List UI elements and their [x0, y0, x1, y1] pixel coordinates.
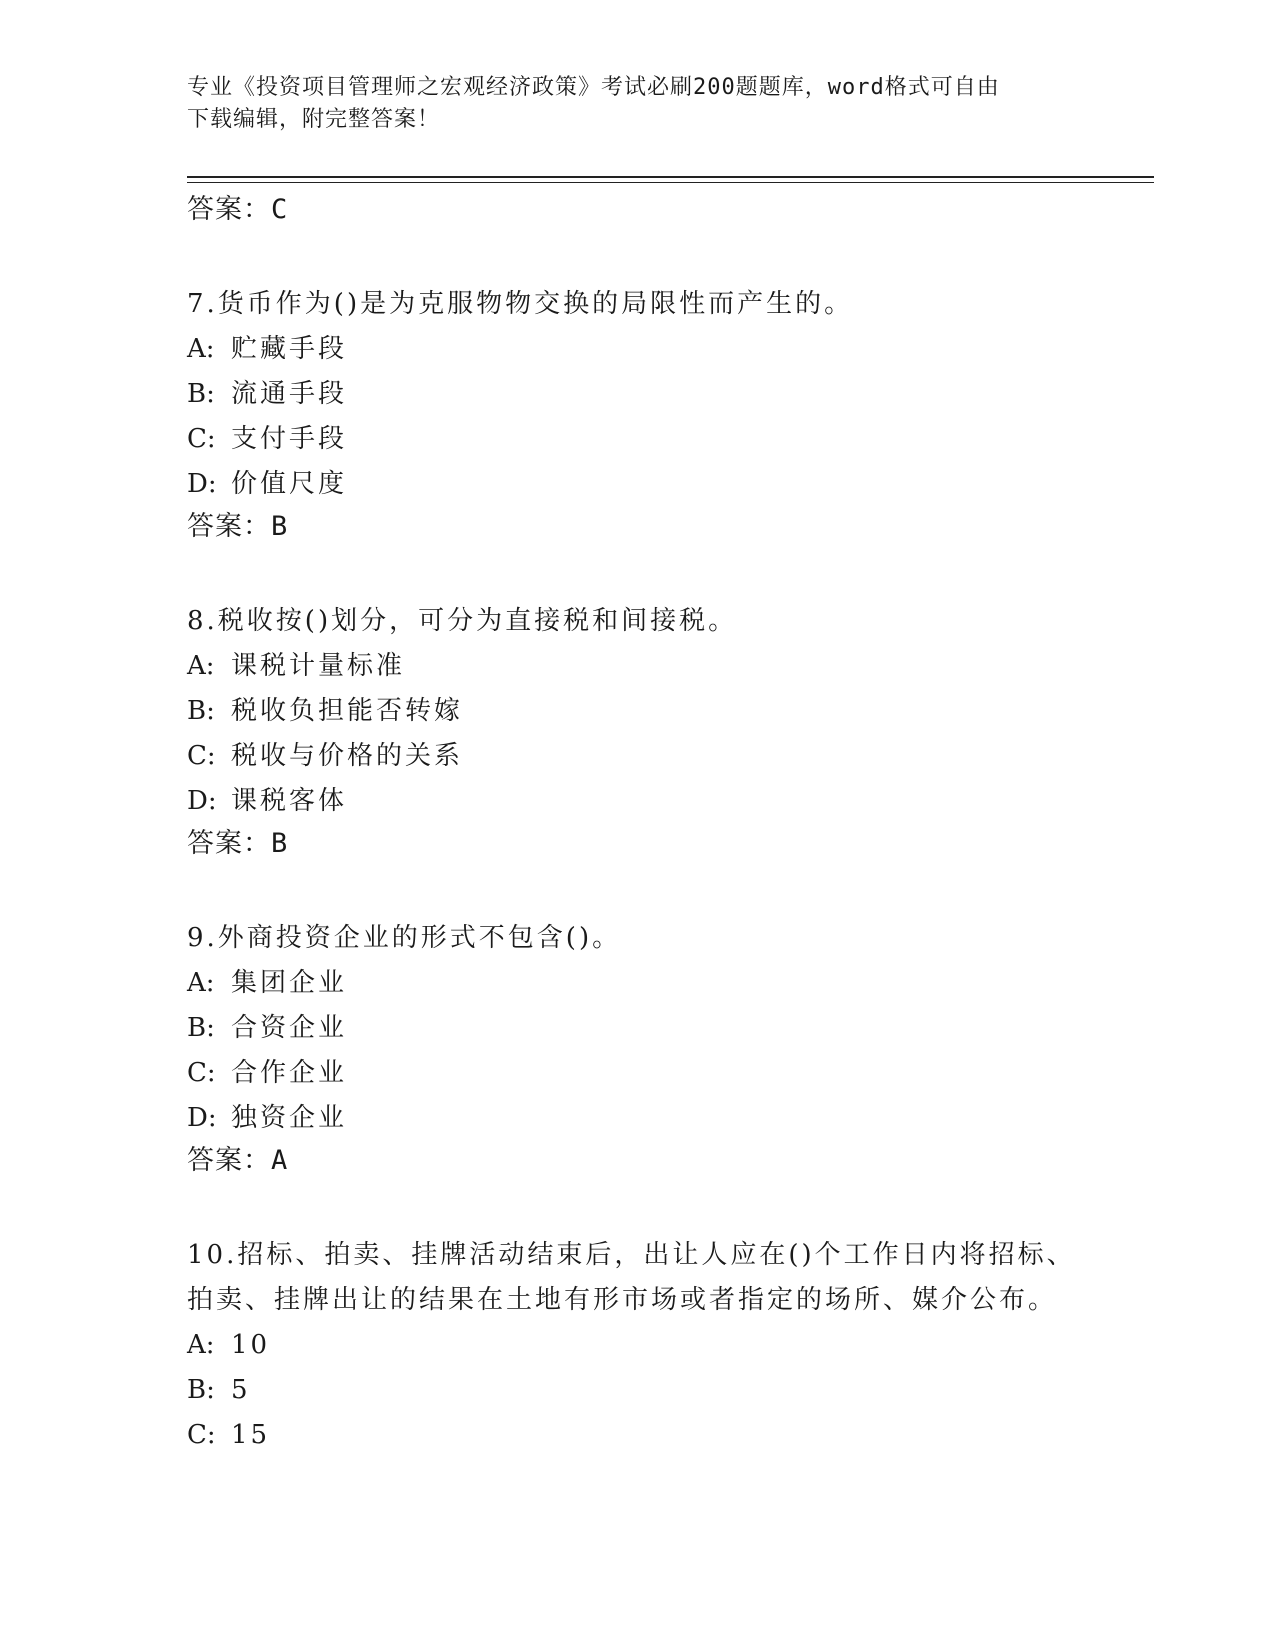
option-key: A:: [187, 334, 215, 364]
option-key: D:: [187, 1103, 217, 1133]
header-line-1: 专业《投资项目管理师之宏观经济政策》考试必刷200题题库，word格式可自由: [187, 75, 1000, 100]
option-b: [187, 689, 1087, 734]
option-d: [187, 779, 1087, 824]
option-text: 10: [231, 1330, 271, 1360]
option-key: C:: [187, 1420, 216, 1450]
answer-value: C: [271, 194, 289, 225]
answer-label: 答案：: [187, 1145, 271, 1176]
question-text-line-2: 拍卖、挂牌出让的结果在土地有形市场或者指定的场所、媒介公布。: [187, 1285, 1058, 1315]
answer-value: B: [271, 828, 289, 859]
option-text: 流通手段: [231, 379, 348, 409]
option-text: 15: [231, 1420, 271, 1450]
option-text: 独资企业: [231, 1103, 348, 1133]
option-key: A:: [187, 651, 215, 681]
option-text: 5: [231, 1375, 251, 1405]
option-key: B:: [187, 379, 215, 409]
answer-label: 答案：: [187, 511, 271, 542]
option-key: D:: [187, 469, 217, 499]
option-b: [187, 1368, 1087, 1413]
option-b: [187, 372, 1087, 417]
option-text: 课税客体: [231, 786, 348, 816]
answer-line: [187, 507, 1087, 547]
option-key: C:: [187, 424, 216, 454]
answer-line: [187, 824, 1087, 864]
answer-value: A: [271, 1145, 289, 1176]
header-divider: [187, 176, 1154, 178]
answer-line: [187, 1141, 1087, 1181]
option-c: [187, 417, 1087, 462]
answer-line: [187, 190, 1087, 230]
option-key: A:: [187, 1330, 215, 1360]
option-b: [187, 1006, 1087, 1051]
question-list: [187, 190, 1087, 1458]
question-block-9: [187, 916, 1087, 1181]
question-text-line-1: 10.招标、拍卖、挂牌活动结束后，出让人应在()个工作日内将招标、: [187, 1240, 1076, 1270]
option-key: B:: [187, 1013, 215, 1043]
option-text: 课税计量标准: [231, 651, 406, 681]
question-text: 9.外商投资企业的形式不包含()。: [187, 923, 622, 953]
option-c: [187, 1413, 1087, 1458]
option-text: 税收负担能否转嫁: [231, 696, 464, 726]
option-c: [187, 1051, 1087, 1096]
option-text: 贮藏手段: [231, 334, 348, 364]
document-header: [187, 72, 1067, 136]
question-block-10: [187, 1233, 1087, 1458]
header-line-2: 下载编辑，附完整答案！: [187, 107, 441, 132]
option-key: C:: [187, 741, 216, 771]
question-text: 8.税收按()划分，可分为直接税和间接税。: [187, 606, 738, 636]
option-key: B:: [187, 1375, 215, 1405]
option-a: [187, 1323, 1087, 1368]
option-c: [187, 734, 1087, 779]
option-a: [187, 961, 1087, 1006]
question-block-7: [187, 282, 1087, 547]
option-text: 支付手段: [231, 424, 348, 454]
option-text: 合资企业: [231, 1013, 348, 1043]
option-key: B:: [187, 696, 215, 726]
option-text: 集团企业: [231, 968, 348, 998]
option-key: D:: [187, 786, 217, 816]
answer-label: 答案：: [187, 828, 271, 859]
header-divider-thin: [187, 182, 1154, 183]
question-text: 7.货币作为()是为克服物物交换的局限性而产生的。: [187, 289, 854, 319]
option-a: [187, 644, 1087, 689]
option-d: [187, 1096, 1087, 1141]
option-key: C:: [187, 1058, 216, 1088]
answer-value: B: [271, 511, 289, 542]
option-text: 税收与价格的关系: [231, 741, 464, 771]
option-a: [187, 327, 1087, 372]
option-d: [187, 462, 1087, 507]
option-text: 合作企业: [231, 1058, 348, 1088]
option-key: A:: [187, 968, 215, 998]
answer-label: 答案：: [187, 194, 271, 225]
option-text: 价值尺度: [231, 469, 348, 499]
question-block-8: [187, 599, 1087, 864]
